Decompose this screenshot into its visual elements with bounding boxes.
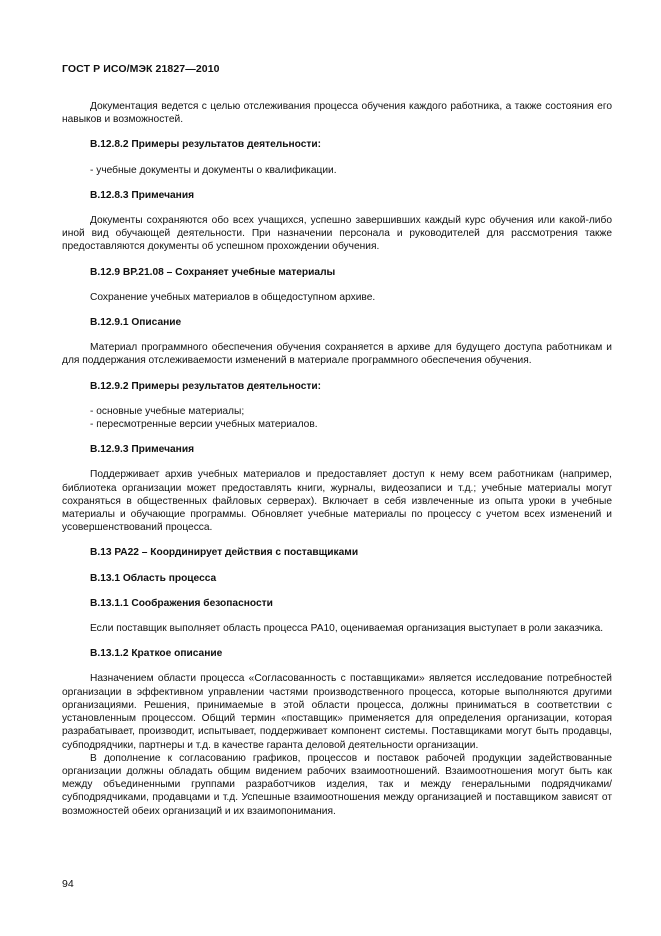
paragraph: Сохранение учебных материалов в общедоступном архиве. xyxy=(90,291,376,303)
paragraph: Документация ведется с целью отслеживания процесса обучения каждого работника, а также состояния его навыков и возможностей. xyxy=(62,101,612,126)
bullet-list xyxy=(62,164,612,177)
bullet-list xyxy=(62,405,612,431)
section-heading: В.13 РА22 – Координирует действия с поставщиками xyxy=(90,547,359,559)
page-content xyxy=(62,100,612,830)
section-heading: В.12.9.2 Примеры результатов деятельности: xyxy=(90,380,322,392)
paragraph: Если поставщик выполняет область процесса РА10, оцениваемая организация выступает в роли заказчика. xyxy=(90,623,604,635)
section-heading: В.13.1 Область процесса xyxy=(90,572,217,584)
paragraph: В дополнение к согласованию графиков, процессов и поставок рабочей продукции задействованные организации должны обладать общим видением рабочих взаимоотношений. Взаимоотношения могут быть как между объединенными группами разработчиков изделия, так и между генеральными подрядчиками/субподрядчиками, продавцами и т.д. Успешные взаимоотношения между организацией и поставщиком зависят от возможностей обеих организаций и их взаимопонимания. xyxy=(62,752,612,817)
paragraph: Документы сохраняются обо всех учащихся, успешно завершивших каждый курс обучения или какой-либо иной вид обучающей деятельности. При назначении персонала и руководителей для рассмотрения также предоставляются документы об успешном прохождении обучения. xyxy=(62,215,612,253)
section-heading: В.12.9.3 Примечания xyxy=(90,444,195,456)
section-heading: В.12.9 ВР.21.08 – Сохраняет учебные материалы xyxy=(90,266,336,278)
paragraph: Материал программного обеспечения обучения сохраняется в архиве для будущего доступа работникам и для поддержания отслеживаемости изменений в материале программного обеспечения обучения. xyxy=(62,342,612,367)
section-heading: В.12.9.1 Описание xyxy=(90,317,182,329)
list-item: - пересмотренные версии учебных материалов. xyxy=(90,419,318,431)
section-heading: В.12.8.3 Примечания xyxy=(90,189,195,201)
section-heading: В.13.1.1 Соображения безопасности xyxy=(90,597,273,609)
page-number: 94 xyxy=(62,878,74,890)
paragraph: Поддерживает архив учебных материалов и предоставляет доступ к нему всем работникам (например, библиотека организации может предоставлять книги, журналы, видеозаписи и т.д.; учебные материалы могут сохраняться в общественных файловых серверах). Включает в себя извлеченные из опыта уроки в учебные материалы и обучающие программы. Обновляет учебные материалы по процессу с учетом всех изменений и усовершенствований процесса. xyxy=(62,469,612,534)
section-heading: В.12.8.2 Примеры результатов деятельности: xyxy=(90,139,322,151)
document-header: ГОСТ Р ИСО/МЭК 21827—2010 xyxy=(62,63,220,75)
section-heading: В.13.1.2 Краткое описание xyxy=(90,648,223,660)
list-item: - учебные документы и документы о квалификации. xyxy=(90,164,337,176)
paragraph: Назначением области процесса «Согласованность с поставщиками» является исследование потребностей организации в эффективном управлении частями производственного процесса, которые выполняются другими организациями. Решения, принимаемые в этой области процесса, должны приниматься в соответствии с установленным процессом. Общий термин «поставщик» применяется для определения организации, которая разрабатывает, производит, испытывает, поддерживает компонент системы. Поставщиками могут быть продавцы, субподрядчики, партнеры и т.д. в качестве гаранта деловой деятельности организации. xyxy=(62,673,612,751)
list-item: - основные учебные материалы; xyxy=(90,405,245,417)
